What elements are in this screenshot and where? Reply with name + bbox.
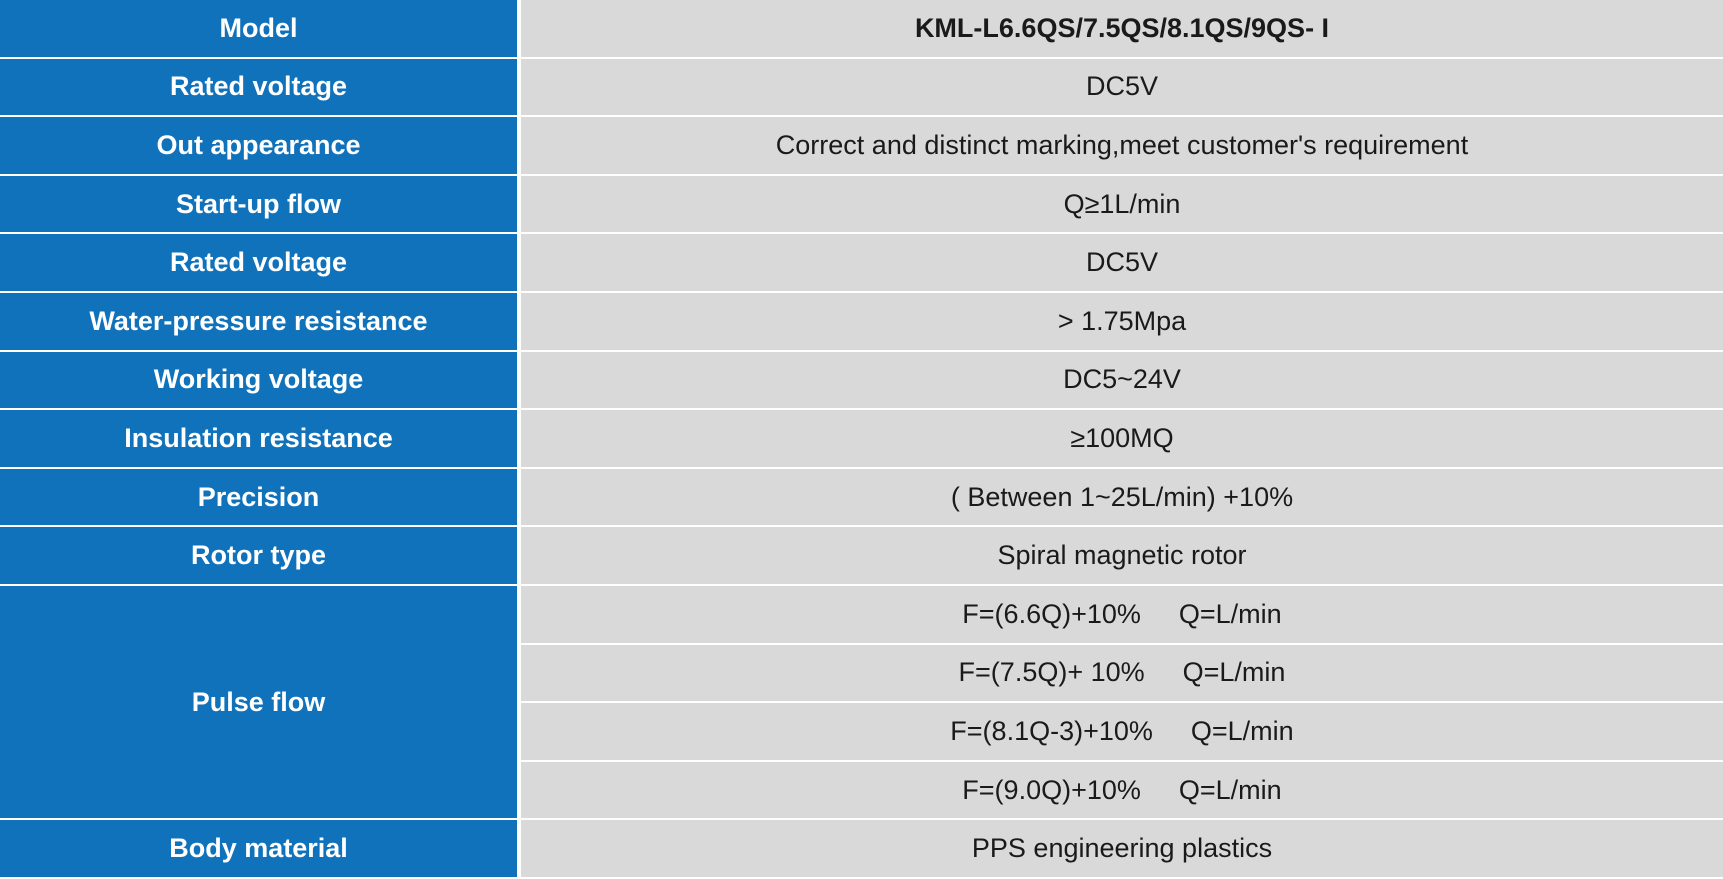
table-row-precision (0, 469, 1723, 528)
pulse-formula: F=(7.5Q)+ 10% (958, 657, 1145, 688)
row-value: ≥100MQ (521, 410, 1723, 469)
table-row-rated-voltage-2 (0, 234, 1723, 293)
row-value: Spiral magnetic rotor (521, 527, 1723, 586)
row-label: Rated voltage (0, 59, 521, 118)
pulse-flow-value (521, 586, 1723, 645)
row-label: Insulation resistance (0, 410, 521, 469)
row-label: Water-pressure resistance (0, 293, 521, 352)
pulse-flow-value (521, 645, 1723, 704)
row-value: DC5V (521, 234, 1723, 293)
row-label: Body material (0, 820, 521, 879)
table-row-pulse-flow-1 (0, 586, 1723, 645)
pulse-formula: F=(6.6Q)+10% (962, 598, 1141, 629)
row-value: Q≥1L/min (521, 176, 1723, 235)
row-label: Start-up flow (0, 176, 521, 235)
row-value: Correct and distinct marking,meet customer's requirement (521, 117, 1723, 176)
table-row-rotor-type (0, 527, 1723, 586)
row-value: > 1.75Mpa (521, 293, 1723, 352)
row-label: Pulse flow (0, 586, 521, 820)
row-value: DC5~24V (521, 352, 1723, 411)
row-label: Out appearance (0, 117, 521, 176)
pulse-formula: F=(8.1Q-3)+10% (950, 715, 1153, 746)
row-label: Precision (0, 469, 521, 528)
row-value: ( Between 1~25L/min) +10% (521, 469, 1723, 528)
row-label: Working voltage (0, 352, 521, 411)
row-label: Rotor type (0, 527, 521, 586)
row-value: KML-L6.6QS/7.5QS/8.1QS/9QS- I (521, 0, 1723, 59)
pulse-unit: Q=L/min (1178, 598, 1282, 629)
pulse-flow-value (521, 762, 1723, 821)
table-row-model (0, 0, 1723, 59)
table-row-working-voltage (0, 352, 1723, 411)
row-value: DC5V (521, 59, 1723, 118)
row-label: Model (0, 0, 521, 59)
table-row-rated-voltage (0, 59, 1723, 118)
table-row-water-pressure (0, 293, 1723, 352)
pulse-unit: Q=L/min (1190, 715, 1294, 746)
pulse-unit: Q=L/min (1182, 657, 1286, 688)
row-label: Rated voltage (0, 234, 521, 293)
pulse-formula: F=(9.0Q)+10% (962, 774, 1141, 805)
table-row-out-appearance (0, 117, 1723, 176)
row-value: PPS engineering plastics (521, 820, 1723, 879)
table-row-startup-flow (0, 176, 1723, 235)
pulse-flow-value (521, 703, 1723, 762)
table-row-insulation (0, 410, 1723, 469)
pulse-unit: Q=L/min (1178, 774, 1282, 805)
table-row-body-material (0, 820, 1723, 879)
